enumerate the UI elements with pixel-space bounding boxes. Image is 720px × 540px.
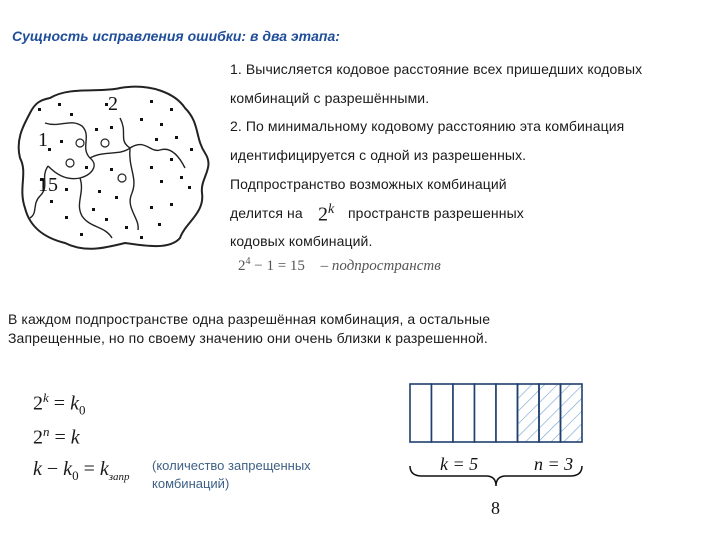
subspace-partition-diagram xyxy=(10,78,220,258)
note-line1: В каждом подпространстве одна разрешённая комбинация, а остальные xyxy=(8,311,491,327)
info-bit-cell xyxy=(432,384,454,442)
subspace-line1: Подпространство возможных комбинаций xyxy=(230,176,507,192)
equation-3: $k - k_0 = k_{запр}$ xyxy=(33,458,130,483)
subspace-line2-a: делится на xyxy=(230,205,303,221)
info-bit-cell xyxy=(496,384,518,442)
allowed-combination-circles xyxy=(66,139,126,182)
combination-dots xyxy=(38,100,193,239)
step2-line1: 2. По минимальному кодовому расстоянию эта комбинация xyxy=(230,118,625,134)
inner-boundary-4 xyxy=(120,118,130,148)
step1-line1: 1. Вычисляется кодовое расстояние всех пришедших кодовых xyxy=(230,61,643,77)
step1-line2: комбинаций с разрешёнными. xyxy=(230,90,430,106)
check-bit-cell xyxy=(561,384,583,442)
info-bit-cell xyxy=(475,384,497,442)
region-label-2: 2 xyxy=(108,93,118,115)
forbidden-count-note-line1: (количество запрещенных xyxy=(152,458,311,473)
check-bit-cell xyxy=(518,384,540,442)
subspace-count-formula: $2^4 - 1 = 15$ – подпространств xyxy=(238,256,441,274)
equation-1: $2^k = k_0$ xyxy=(33,390,86,418)
bar-cells xyxy=(410,384,582,442)
region-label-15: 15 xyxy=(38,174,58,196)
total-label: 8 xyxy=(491,498,500,518)
forbidden-count-note-line2: комбинаций) xyxy=(152,476,230,491)
subspace-line3: кодовых комбинаций. xyxy=(230,233,373,249)
info-bit-cell xyxy=(410,384,432,442)
subspace-line2-b: пространств разрешенных xyxy=(348,205,524,221)
page-title: Сущность исправления ошибки: в два этапа: xyxy=(12,28,340,44)
check-bit-cell xyxy=(539,384,561,442)
n-label: n = 3 xyxy=(534,454,574,474)
info-bit-cell xyxy=(453,384,475,442)
subspace-power-formula: 2$^k$ xyxy=(318,202,335,226)
step2-line2: идентифицируется с одной из разрешенных. xyxy=(230,147,527,163)
inner-boundary-1 xyxy=(45,123,94,179)
inner-boundary-3 xyxy=(79,178,112,238)
note-line2: Запрещенные, но по своему значению они очень близки к разрешенной. xyxy=(8,330,488,346)
inner-boundary-5 xyxy=(130,148,138,230)
inner-boundary-2 xyxy=(90,145,185,168)
equation-2: $2^n = k$ xyxy=(33,424,80,449)
k-label: k = 5 xyxy=(440,454,479,474)
codeword-bar xyxy=(400,376,610,536)
region-label-1: 1 xyxy=(38,129,48,151)
